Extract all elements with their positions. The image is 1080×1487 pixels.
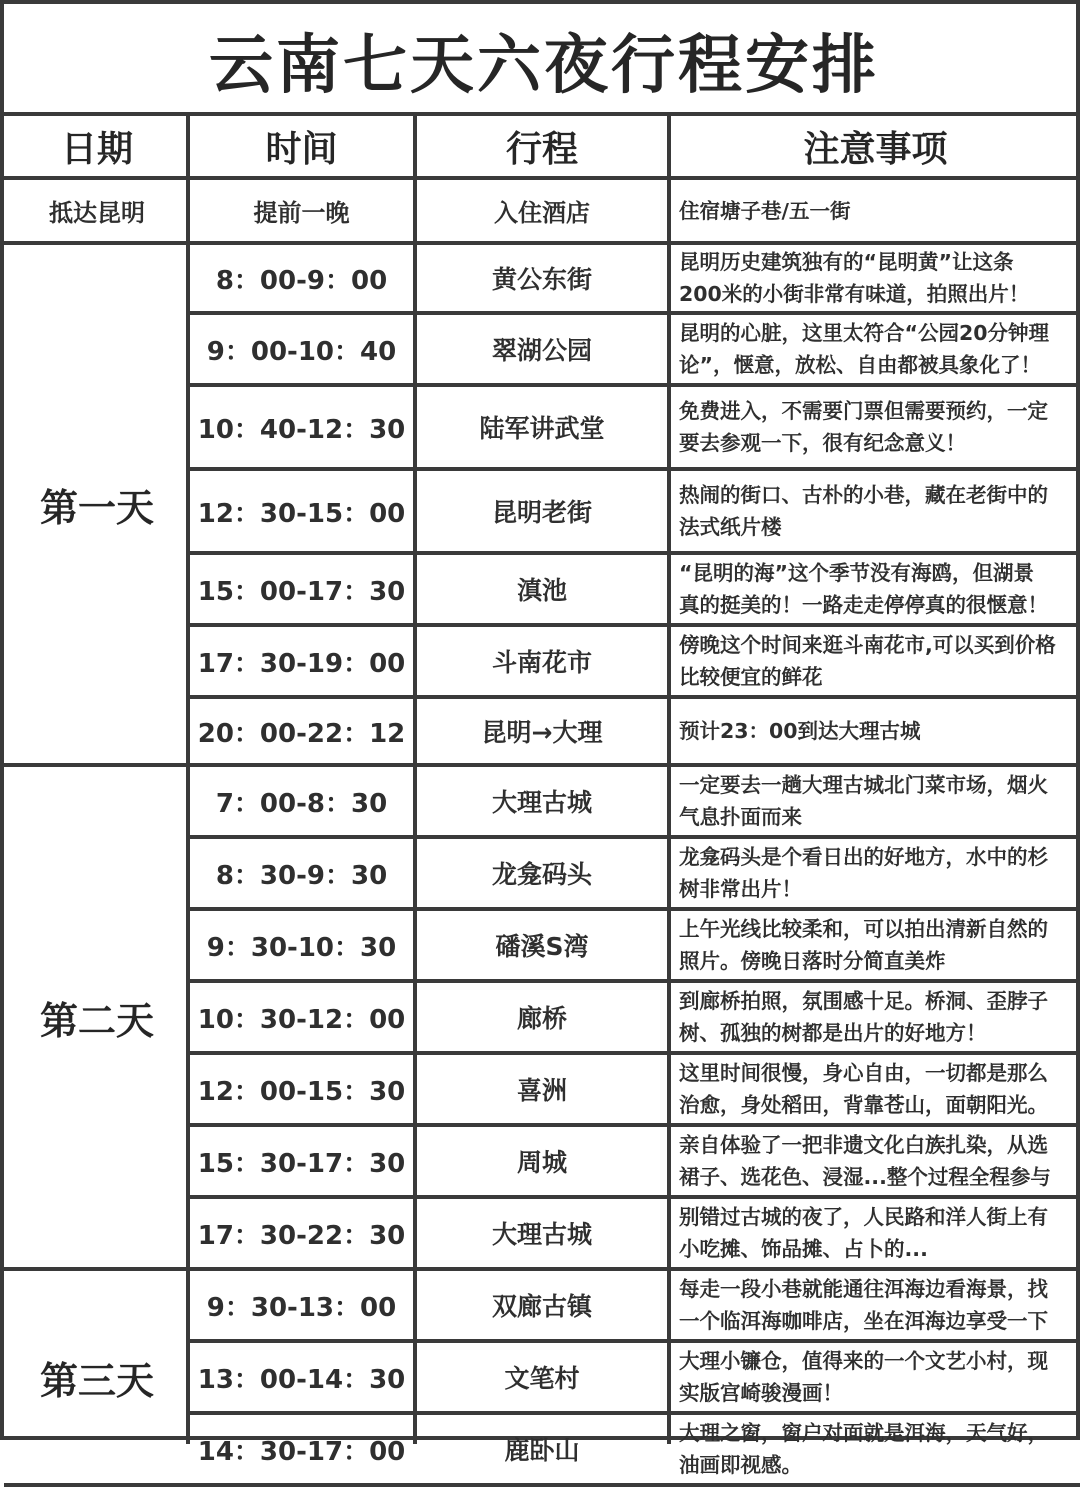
notes-cell bbox=[671, 1127, 1080, 1195]
time-cell: 17：30-22：30 bbox=[197, 1220, 406, 1251]
notes-line: 免费进入，不需要门票但需要预约，一定 bbox=[679, 399, 1048, 423]
notes-cell bbox=[671, 387, 1080, 467]
time-cell: 20：00-22：12 bbox=[197, 718, 406, 749]
time-cell: 9：30-13：00 bbox=[206, 1292, 397, 1323]
place-cell: 周城 bbox=[516, 1148, 567, 1177]
notes-line: 昆明的心脏，这里太符合“公园20分钟理 bbox=[679, 321, 1049, 345]
notes-text bbox=[679, 395, 1048, 459]
header-divider bbox=[4, 176, 1080, 180]
notes-line: 要去参观一下，很有纪念意义！ bbox=[679, 431, 966, 455]
notes-cell bbox=[671, 1199, 1080, 1267]
time-cell: 9：30-10：30 bbox=[206, 932, 397, 963]
notes-text bbox=[679, 246, 1029, 310]
notes-line: 照片。傍晚日落时分简直美炸 bbox=[679, 949, 946, 973]
place-cell: 昆明老街 bbox=[491, 498, 592, 527]
notes-text bbox=[679, 479, 1048, 543]
day-divider bbox=[4, 763, 1080, 767]
notes-text bbox=[679, 985, 1048, 1049]
page-title: 云南七天六夜行程安排 bbox=[209, 29, 879, 103]
notes-text bbox=[679, 1057, 1048, 1121]
header-date: 日期 bbox=[60, 128, 133, 170]
notes-cell bbox=[671, 1055, 1080, 1123]
column-divider bbox=[186, 112, 190, 1444]
notes-text bbox=[679, 769, 1048, 833]
notes-cell bbox=[671, 699, 1080, 763]
day-label: 第二天 bbox=[39, 998, 154, 1043]
notes-line: 亲自体验了一把非遗文化白族扎染，从选 bbox=[679, 1133, 1048, 1157]
day-divider bbox=[4, 1483, 1080, 1487]
notes-line: 这里时间很慢，身心自由，一切都是那么 bbox=[679, 1061, 1048, 1085]
time-cell: 8：30-9：30 bbox=[215, 860, 388, 891]
place-cell: 大理古城 bbox=[491, 1220, 592, 1249]
day-label: 第一天 bbox=[39, 485, 154, 530]
header-itinerary: 行程 bbox=[505, 128, 578, 170]
time-cell: 12：30-15：00 bbox=[197, 498, 406, 529]
time-cell: 9：00-10：40 bbox=[206, 336, 397, 367]
notes-cell bbox=[671, 911, 1080, 979]
notes-line: 一个临洱海咖啡店，坐在洱海边享受一下 bbox=[679, 1309, 1048, 1333]
notes-line: 大理小镰仓，值得来的一个文艺小村，现 bbox=[679, 1349, 1048, 1373]
row-divider bbox=[190, 1123, 1080, 1127]
row-divider bbox=[190, 1411, 1080, 1415]
arrival-itinerary: 入住酒店 bbox=[494, 199, 590, 227]
notes-line: 热闹的街口、古朴的小巷，藏在老街中的 bbox=[679, 483, 1048, 507]
place-cell: 文笔村 bbox=[504, 1364, 580, 1393]
notes-text bbox=[679, 913, 1048, 977]
notes-cell bbox=[671, 1343, 1080, 1411]
row-divider bbox=[190, 979, 1080, 983]
row-divider bbox=[190, 623, 1080, 627]
time-cell: 15：30-17：30 bbox=[197, 1148, 406, 1179]
notes-line: 实版宫崎骏漫画！ bbox=[679, 1381, 843, 1405]
day-divider bbox=[4, 1267, 1080, 1271]
place-cell: 黄公东街 bbox=[491, 265, 592, 294]
notes-text bbox=[679, 317, 1049, 381]
notes-line: “昆明的海”这个季节没有海鸥，但湖景 bbox=[679, 561, 1034, 585]
notes-line: 大理之窗，窗户对面就是洱海，天气好， bbox=[679, 1421, 1048, 1445]
time-cell: 13：00-14：30 bbox=[197, 1364, 406, 1395]
notes-text bbox=[679, 1129, 1051, 1193]
notes-line: 傍晚这个时间来逛斗南花市,可以买到价格 bbox=[679, 633, 1056, 657]
day-label: 第三天 bbox=[39, 1358, 154, 1403]
notes-line: 法式纸片楼 bbox=[679, 515, 782, 539]
notes-line: 论”，惬意，放松、自由都被具象化了！ bbox=[679, 353, 1041, 377]
notes-line: 预计23：00到达大理古城 bbox=[679, 719, 921, 743]
notes-cell bbox=[671, 983, 1080, 1051]
row-divider bbox=[190, 551, 1080, 555]
time-cell: 17：30-19：00 bbox=[197, 648, 406, 679]
place-cell: 斗南花市 bbox=[491, 648, 592, 677]
notes-line: 每走一段小巷就能通往洱海边看海景，找 bbox=[679, 1277, 1048, 1301]
place-cell: 鹿卧山 bbox=[504, 1436, 580, 1465]
row-divider bbox=[190, 1339, 1080, 1343]
row-divider bbox=[190, 467, 1080, 471]
title-divider bbox=[4, 112, 1080, 116]
arrival-divider bbox=[4, 241, 1080, 245]
place-cell: 陆军讲武堂 bbox=[479, 414, 605, 443]
time-cell: 7：00-8：30 bbox=[215, 788, 388, 819]
time-cell: 10：30-12：00 bbox=[197, 1004, 406, 1035]
arrival-notes: 住宿塘子巷/五一街 bbox=[679, 198, 851, 223]
row-divider bbox=[190, 1195, 1080, 1199]
notes-line: 到廊桥拍照，氛围感十足。桥洞、歪脖子 bbox=[679, 989, 1048, 1013]
notes-line: 比较便宜的鲜花 bbox=[679, 665, 823, 689]
place-cell: 喜洲 bbox=[516, 1076, 567, 1105]
notes-cell bbox=[671, 627, 1080, 695]
arrival-date: 抵达昆明 bbox=[49, 199, 145, 227]
notes-line: 治愈，身处稻田，背靠苍山，面朝阳光。 bbox=[679, 1093, 1048, 1117]
notes-text bbox=[679, 715, 921, 747]
notes-cell bbox=[671, 245, 1080, 311]
notes-text bbox=[679, 629, 1056, 693]
notes-line: 树非常出片！ bbox=[679, 877, 802, 901]
row-divider bbox=[190, 907, 1080, 911]
row-divider bbox=[190, 835, 1080, 839]
column-divider bbox=[667, 112, 671, 1444]
row-divider bbox=[190, 1051, 1080, 1055]
column-divider bbox=[413, 112, 417, 1444]
notes-line: 小吃摊、饰品摊、占卜的... bbox=[679, 1237, 928, 1261]
notes-text bbox=[679, 1417, 1048, 1481]
notes-line: 别错过古城的夜了，人民路和洋人街上有 bbox=[679, 1205, 1048, 1229]
place-cell: 磻溪S湾 bbox=[495, 932, 589, 961]
time-cell: 14：30-17：00 bbox=[197, 1436, 406, 1467]
header-time: 时间 bbox=[265, 128, 338, 170]
time-cell: 8：00-9：00 bbox=[215, 265, 388, 296]
place-cell: 翠湖公园 bbox=[491, 336, 592, 365]
notes-line: 一定要去一趟大理古城北门菜市场，烟火 bbox=[679, 773, 1048, 797]
notes-line: 200米的小街非常有味道，拍照出片！ bbox=[679, 282, 1030, 306]
notes-line: 油画即视感。 bbox=[679, 1453, 802, 1477]
notes-cell bbox=[671, 767, 1080, 835]
place-cell: 昆明→大理 bbox=[481, 718, 603, 747]
notes-cell bbox=[671, 1415, 1080, 1483]
notes-text bbox=[679, 1273, 1048, 1337]
notes-cell bbox=[671, 1271, 1080, 1339]
time-cell: 12：00-15：30 bbox=[197, 1076, 406, 1107]
place-cell: 滇池 bbox=[516, 576, 567, 605]
notes-text bbox=[679, 1201, 1048, 1265]
notes-line: 裙子、选花色、浸湿...整个过程全程参与 bbox=[679, 1165, 1051, 1189]
row-divider bbox=[190, 311, 1080, 315]
notes-line: 树、孤独的树都是出片的好地方！ bbox=[679, 1021, 987, 1045]
notes-cell bbox=[671, 839, 1080, 907]
header-notes: 注意事项 bbox=[803, 128, 948, 170]
notes-text bbox=[679, 557, 1048, 621]
notes-line: 上午光线比较柔和，可以拍出清新自然的 bbox=[679, 917, 1048, 941]
place-cell: 龙龛码头 bbox=[491, 860, 592, 889]
notes-text bbox=[679, 1345, 1048, 1409]
row-divider bbox=[190, 383, 1080, 387]
notes-cell bbox=[671, 471, 1080, 551]
notes-cell bbox=[671, 555, 1080, 623]
time-cell: 10：40-12：30 bbox=[197, 414, 406, 445]
time-cell: 15：00-17：30 bbox=[197, 576, 406, 607]
notes-line: 昆明历史建筑独有的“昆明黄”让这条 bbox=[679, 250, 1014, 274]
notes-line: 真的挺美的！一路走走停停真的很惬意！ bbox=[679, 593, 1048, 617]
place-cell: 廊桥 bbox=[516, 1004, 567, 1033]
row-divider bbox=[190, 695, 1080, 699]
notes-text bbox=[679, 841, 1048, 905]
notes-cell bbox=[671, 315, 1080, 383]
notes-line: 龙龛码头是个看日出的好地方，水中的杉 bbox=[679, 845, 1048, 869]
place-cell: 大理古城 bbox=[491, 788, 592, 817]
notes-line: 气息扑面而来 bbox=[679, 805, 802, 829]
arrival-time: 提前一晚 bbox=[253, 199, 350, 227]
place-cell: 双廊古镇 bbox=[491, 1292, 592, 1321]
